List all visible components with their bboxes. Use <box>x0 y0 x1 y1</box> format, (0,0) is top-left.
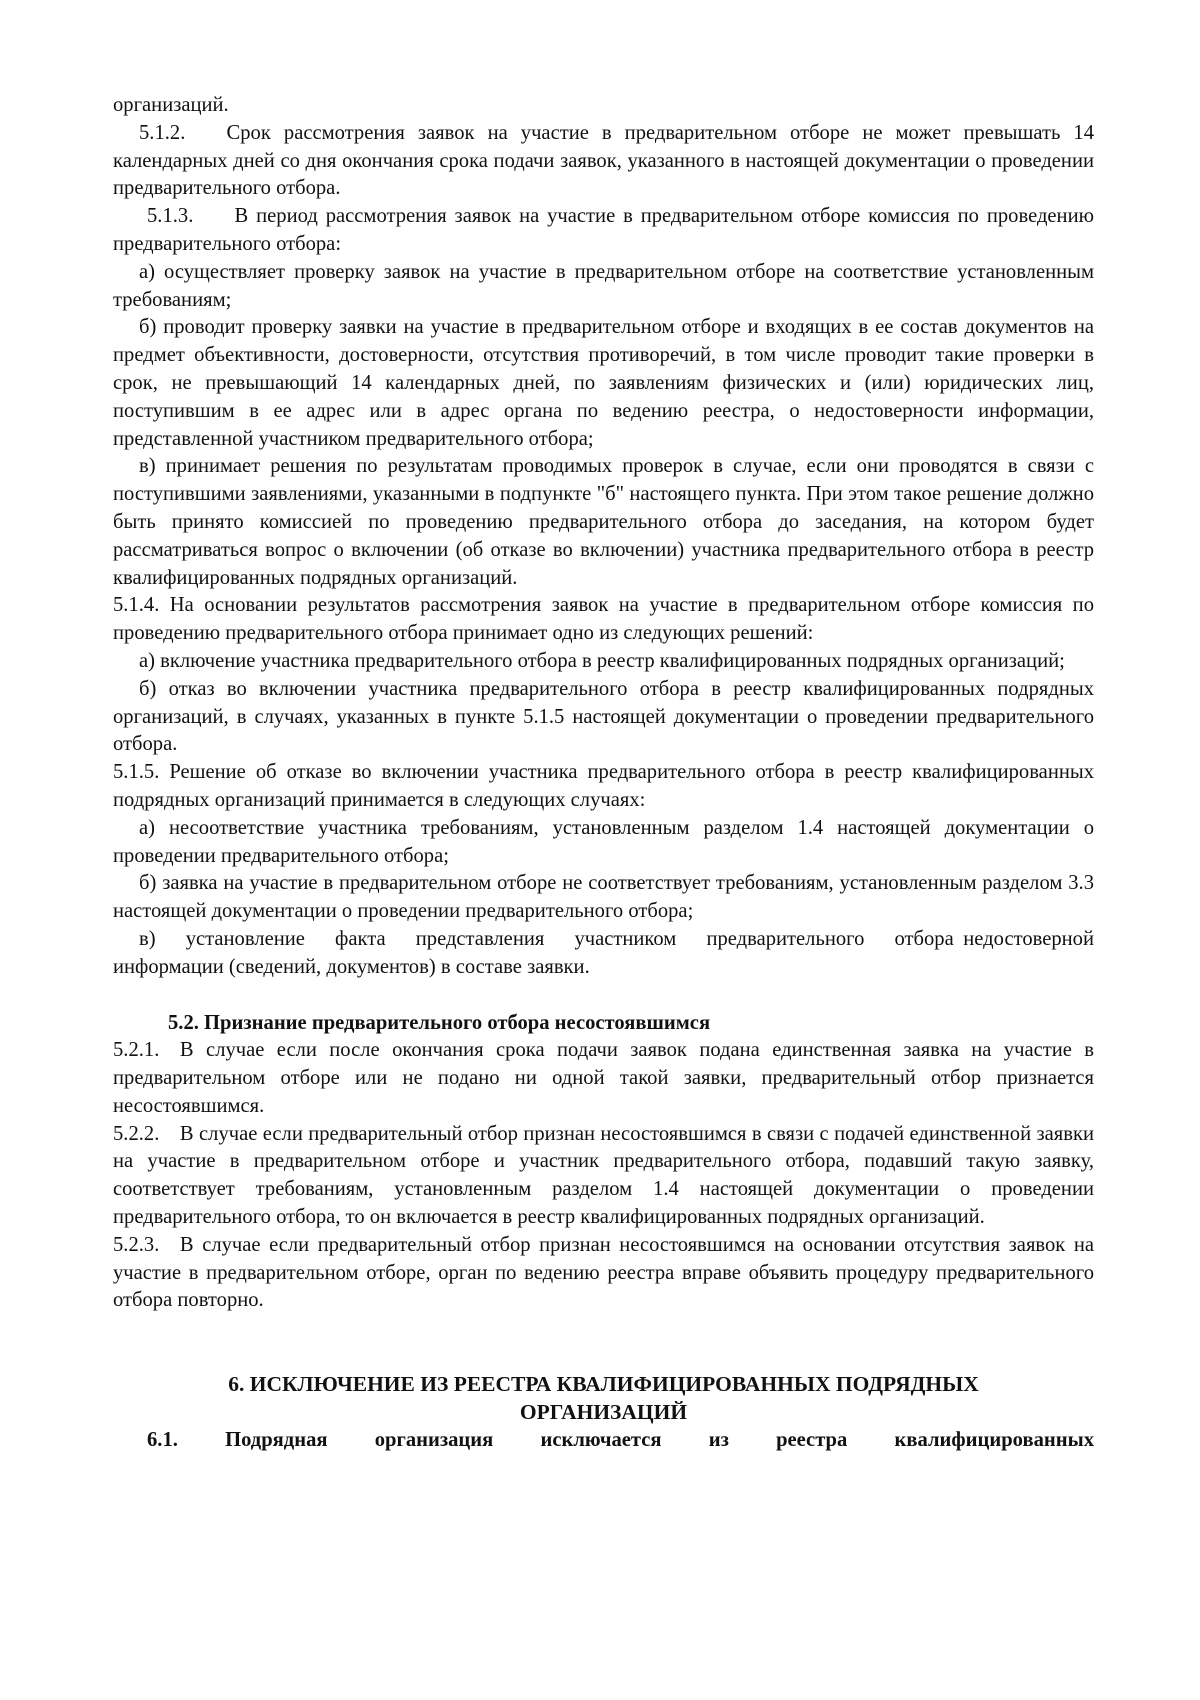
section-6-heading <box>113 1371 1094 1427</box>
paragraph-5-1-5-v: в) установление факта представления участником предварительного отбора недостоверной информации (сведений, документов) в составе заявки. <box>113 927 1094 978</box>
paragraph-5-1-5-a: а) несоответствие участника требованиям, установленным разделом 1.4 настоящей документации о проведении предварительного отбора; <box>113 816 1094 867</box>
paragraph-5-1-3-a: а) осуществляет проверку заявок на участие в предварительном отборе на соответствие установленным требованиям; <box>113 260 1094 311</box>
section-6-heading-line2: ОРГАНИЗАЦИЙ <box>519 1400 688 1425</box>
paragraph-5-1-4: 5.1.4. На основании результатов рассмотрения заявок на участие в предварительном отборе комиссия по проведению предварительного отбора принимает одно из следующих решений: <box>113 594 1094 645</box>
document-body <box>113 92 1094 1455</box>
paragraph-5-1-3-v: в) принимает решения по результатам проводимых проверок в случае, если они проводятся в связи с поступившими заявлениями, указанными в подпункте "б" настоящего пункта. При этом такое решение должно быть принято комиссией по проведению предварительного отбора до заседания, на котором будет рассматриваться вопрос о включении (об отказе во включении) участника предварительного отбора в реестр квалифицированных подрядных организаций. <box>113 455 1094 589</box>
paragraph-5-2-2: 5.2.2. В случае если предварительный отбор признан несостоявшимся в связи с подачей единственной заявки на участие в предварительном отборе и участник предварительного отбора, подавший такую заявку, соответствует требованиям, установленным разделом 1.4 настоящей документации о проведении предварительного отбора, то он включается в реестр квалифицированных подрядных организаций. <box>113 1122 1094 1229</box>
section-6-heading-line1: 6. ИСКЛЮЧЕНИЕ ИЗ РЕЕСТРА КВАЛИФИЦИРОВАННЫХ ПОДРЯДНЫХ <box>228 1372 979 1397</box>
paragraph-6-1: 6.1. Подрядная организация исключается из реестра квалифицированных <box>147 1428 1094 1451</box>
paragraph-5-2-3: 5.2.3. В случае если предварительный отбор признан несостоявшимся на основании отсутствия заявок на участие в предварительном отборе, орган по ведению реестра вправе объявить процедуру предварительного отбора повторно. <box>113 1233 1094 1312</box>
paragraph-5-1-5-b: б) заявка на участие в предварительном отборе не соответствует требованиям, установленным разделом 3.3 настоящей документации о проведении предварительного отбора; <box>113 872 1094 923</box>
paragraph-5-1-5: 5.1.5. Решение об отказе во включении участника предварительного отбора в реестр квалифицированных подрядных организаций принимается в следующих случаях: <box>113 761 1094 811</box>
paragraph-continuation: организаций. <box>113 94 229 116</box>
paragraph-5-1-3-b: б) проводит проверку заявки на участие в предварительном отборе и входящих в ее состав документов на предмет объективности, достоверности, отсутствия противоречий, в том числе проводит такие проверки в срок, не превышающий 14 календарных дней, по заявлениям физических и (или) юридических лиц, поступившим в ее адрес или в адрес органа по ведению реестра, о недостоверности информации, представленной участником предварительного отбора; <box>113 316 1094 450</box>
paragraph-5-1-3: 5.1.3. В период рассмотрения заявок на участие в предварительном отборе комиссия по проведению предварительного отбора: <box>113 205 1094 255</box>
paragraph-5-1-4-a: а) включение участника предварительного отбора в реестр квалифицированных подрядных организаций; <box>139 649 1065 672</box>
section-5-2-heading: 5.2. Признание предварительного отбора несостоявшимся <box>168 1011 711 1034</box>
paragraph-5-1-2: 5.1.2. Срок рассмотрения заявок на участие в предварительном отборе не может превышать 14 календарных дней со дня окончания срока подачи заявок, указанного в настоящей документации о проведении предварительного отбора. <box>113 121 1094 200</box>
spacer <box>113 982 1094 1010</box>
paragraph-5-2-1: 5.2.1. В случае если после окончания срока подачи заявок подана единственная заявка на участие в предварительном отборе или не подано ни одной такой заявки, предварительный отбор признается несостоявшимся. <box>113 1039 1094 1117</box>
spacer <box>113 1315 1094 1371</box>
paragraph-5-1-4-b: б) отказ во включении участника предварительного отбора в реестр квалифицированных подрядных организаций, в случаях, указанных в пункте 5.1.5 настоящей документации о проведении предварительного отбора. <box>113 677 1094 756</box>
